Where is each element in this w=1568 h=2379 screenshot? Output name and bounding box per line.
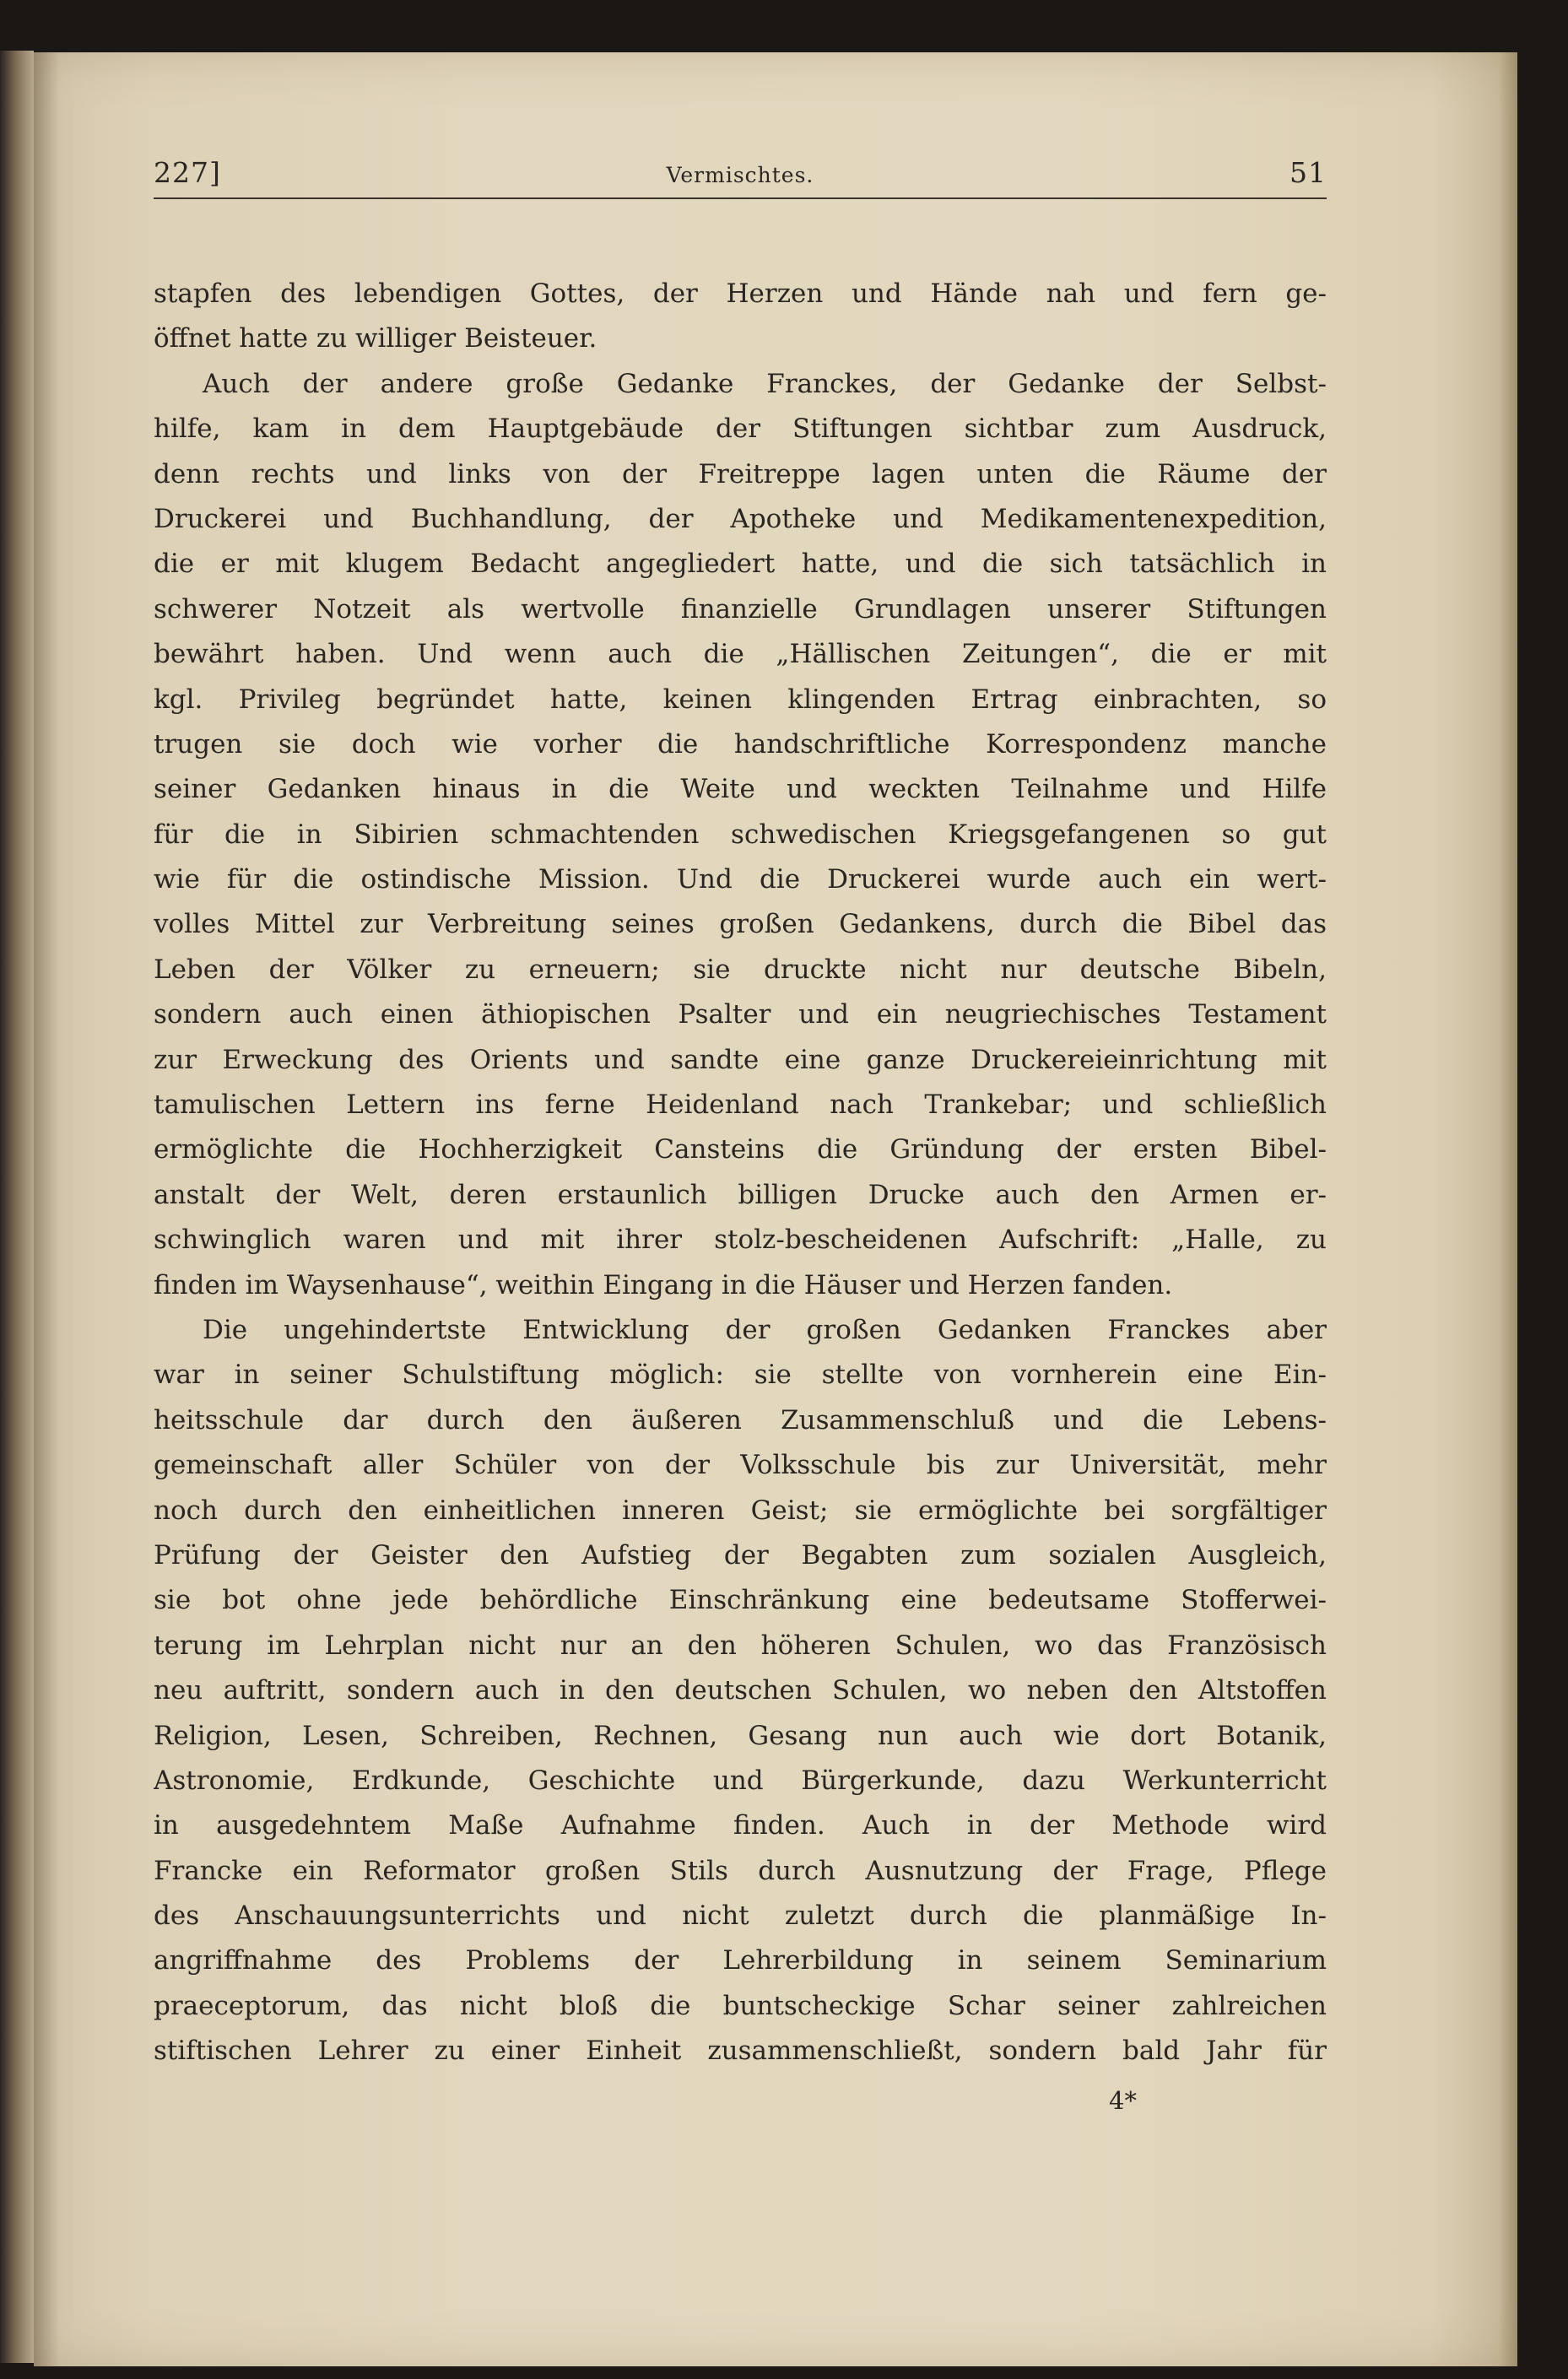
text-line: Prüfung der Geister den Aufstieg der Begabten zum sozialen Ausgleich, — [154, 1539, 1327, 1571]
running-header — [154, 143, 1327, 199]
text-line: volles Mittel zur Verbreitung seines großen Gedankens, durch die Bibel das — [154, 909, 1327, 940]
running-title: Vermischtes. — [666, 163, 814, 187]
text-line: denn rechts und links von der Freitreppe lagen unten die Räume der — [154, 458, 1327, 489]
text-line: neu auftritt, sondern auch in den deutschen Schulen, wo neben den Altstoffen — [154, 1675, 1327, 1706]
text-line: hilfe, kam in dem Hauptgebäude der Stiftungen sichtbar zum Ausdruck, — [154, 414, 1327, 445]
text-line: Auch der andere große Gedanke Franckes, der Gedanke der Selbst- — [203, 368, 1327, 399]
text-line: für die in Sibirien schmachtenden schwedischen Kriegsgefangenen so gut — [154, 819, 1327, 850]
signature-mark: 4* — [1109, 2086, 1137, 2115]
text-line: trugen sie doch wie vorher die handschriftliche Korrespondenz manche — [154, 728, 1327, 760]
text-line: öffnet hatte zu williger Beisteuer. — [154, 323, 597, 354]
text-line: Astronomie, Erdkunde, Geschichte und Bürgerkunde, dazu Werkunterricht — [154, 1765, 1327, 1796]
text-line: zur Erweckung des Orients und sandte eine ganze Druckereieinrichtung mit — [154, 1044, 1327, 1075]
text-line: kgl. Privileg begründet hatte, keinen klingenden Ertrag einbrachten, so — [154, 684, 1327, 715]
text-line: Leben der Völker zu erneuern; sie druckte nicht nur deutsche Bibeln, — [154, 954, 1327, 985]
text-line: stiftischen Lehrer zu einer Einheit zusammenschließt, sondern bald Jahr für — [154, 2036, 1327, 2067]
text-line: ermöglichte die Hochherzigkeit Cansteins die Gründung der ersten Bibel- — [154, 1134, 1327, 1165]
text-line: war in seiner Schulstiftung möglich: sie stellte von vornherein eine Ein- — [154, 1360, 1327, 1391]
text-line: anstalt der Welt, deren erstaunlich billigen Drucke auch den Armen er- — [154, 1179, 1327, 1210]
text-line: tamulischen Lettern ins ferne Heidenland nach Trankebar; und schließlich — [154, 1089, 1327, 1121]
text-line: stapfen des lebendigen Gottes, der Herzen und Hände nah und fern ge- — [154, 278, 1327, 309]
previous-page-edge — [0, 51, 34, 2363]
text-line: schwinglich waren und mit ihrer stolz-bescheidenen Aufschrift: „Halle, zu — [154, 1225, 1327, 1256]
page-gutter-shadow — [34, 52, 59, 2366]
text-line: wie für die ostindische Mission. Und die Druckerei wurde auch ein wert- — [154, 864, 1327, 895]
text-line: terung im Lehrplan nicht nur an den höheren Schulen, wo das Französisch — [154, 1630, 1327, 1661]
body-text — [154, 272, 1327, 2074]
text-line: die er mit klugem Bedacht angegliedert hatte, und die sich tatsächlich in — [154, 549, 1327, 580]
text-line: praeceptorum, das nicht bloß die buntscheckige Schar seiner zahlreichen — [154, 1990, 1327, 2021]
text-line: Druckerei und Buchhandlung, der Apotheke und Medikamentenexpedition, — [154, 503, 1327, 534]
text-line: Die ungehindertste Entwicklung der großen Gedanken Franckes aber — [203, 1314, 1327, 1345]
page-edge-shadow — [1499, 52, 1517, 2366]
text-line: noch durch den einheitlichen inneren Geist; sie ermöglichte bei sorgfältiger — [154, 1495, 1327, 1526]
text-line: gemeinschaft aller Schüler von der Volksschule bis zur Universität, mehr — [154, 1450, 1327, 1481]
text-line: Religion, Lesen, Schreiben, Rechnen, Gesang nun auch wie dort Botanik, — [154, 1720, 1327, 1751]
text-line: in ausgedehntem Maße Aufnahme finden. Auch in der Methode wird — [154, 1810, 1327, 1841]
text-line: angriffnahme des Problems der Lehrerbildung in seinem Seminarium — [154, 1945, 1327, 1976]
page-number: 51 — [1290, 156, 1327, 189]
header-rule — [154, 197, 1327, 199]
text-line: sie bot ohne jede behördliche Einschränkung eine bedeutsame Stofferwei- — [154, 1585, 1327, 1616]
page-reference: 227] — [154, 156, 221, 189]
text-line: schwerer Notzeit als wertvolle finanzielle Grundlagen unserer Stiftungen — [154, 593, 1327, 624]
text-line: bewährt haben. Und wenn auch die „Hällischen Zeitungen“, die er mit — [154, 639, 1327, 670]
text-line: sondern auch einen äthiopischen Psalter und ein neugriechisches Testament — [154, 999, 1327, 1030]
text-line: seiner Gedanken hinaus in die Weite und weckten Teilnahme und Hilfe — [154, 774, 1327, 805]
text-line: heitsschule dar durch den äußeren Zusammenschluß und die Lebens- — [154, 1404, 1327, 1436]
text-line: des Anschauungsunterrichts und nicht zuletzt durch die planmäßige In- — [154, 1900, 1327, 1932]
text-line: finden im Waysenhause“, weithin Eingang in die Häuser und Herzen fanden. — [154, 1269, 1173, 1300]
text-line: Francke ein Reformator großen Stils durch Ausnutzung der Frage, Pflege — [154, 1855, 1327, 1886]
